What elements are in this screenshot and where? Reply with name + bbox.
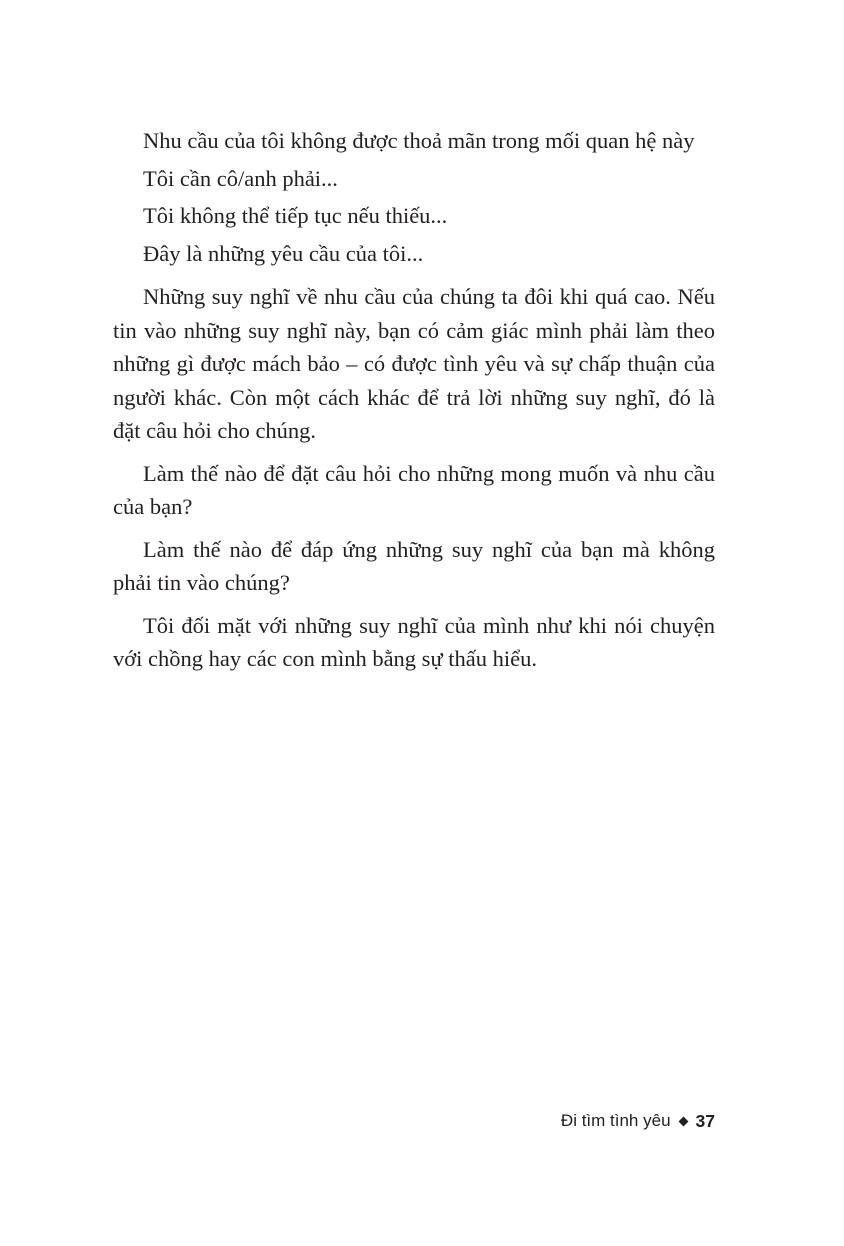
paragraph-2: Làm thế nào để đặt câu hỏi cho những mong muốn và nhu cầu của bạn? (113, 460, 715, 519)
thought-line-2: Tôi cần cô/anh phải... (143, 165, 338, 191)
diamond-icon (678, 1116, 688, 1126)
thought-line-1: Nhu cầu của tôi không được thoả mãn trong mối quan hệ này (143, 128, 695, 153)
page-footer (561, 1108, 715, 1134)
paragraph-3: Làm thế nào để đáp ứng những suy nghĩ của bạn mà không phải tin vào chúng? (113, 536, 715, 595)
paragraph-4: Tôi đối mặt với những suy nghĩ của mình như khi nói chuyện với chồng hay các con mình bằng sự thấu hiểu. (113, 612, 715, 671)
page-number: 37 (695, 1111, 715, 1131)
page-body (113, 124, 715, 685)
thought-line-3: Tôi không thể tiếp tục nếu thiếu... (143, 203, 448, 228)
book-title: Đi tìm tình yêu (560, 1111, 671, 1130)
paragraph-1: Những suy nghĩ về nhu cầu của chúng ta đôi khi quá cao. Nếu tin vào những suy nghĩ này, bạn có cảm giác mình phải làm theo những gì được mách bảo – có được tình yêu và sự chấp thuận của người khác. Còn một cách khác để trả lời những suy nghĩ, đó là đặt câu hỏi cho chúng. (113, 284, 715, 443)
thought-line-4: Đây là những yêu cầu của tôi... (143, 240, 424, 266)
